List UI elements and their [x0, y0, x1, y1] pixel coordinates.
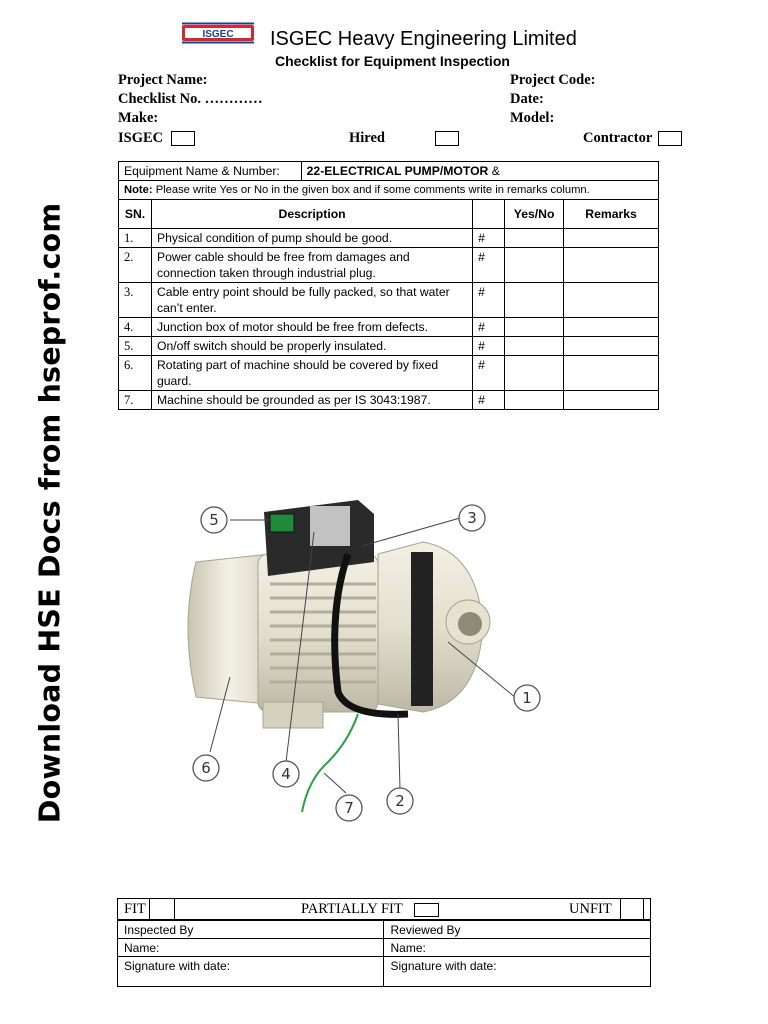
row-ref: # [473, 337, 505, 356]
unfit-checkbox[interactable] [620, 899, 644, 919]
row-description: On/off switch should be properly insulated. [151, 337, 472, 356]
partially-fit-checkbox[interactable] [414, 903, 439, 917]
row-sn: 2. [119, 248, 152, 283]
signoff-header-row [118, 921, 651, 939]
project-name-label: Project Name: [118, 72, 208, 88]
hired-option-label: Hired [349, 130, 385, 146]
contractor-option-label: Contractor [583, 130, 653, 146]
row-sn: 3. [119, 283, 152, 318]
note-cell [119, 181, 659, 200]
row-sn: 7. [119, 391, 152, 410]
row-sn: 5. [119, 337, 152, 356]
row-description: Machine should be grounded as per IS 3043:1987. [151, 391, 472, 410]
callout-7: 7 [344, 799, 354, 817]
isgec-checkbox[interactable] [171, 131, 195, 146]
note-label: Note: [124, 184, 153, 196]
reviewed-by-label: Reviewed By [384, 921, 651, 939]
note-text: Please write Yes or No in the given box and if some comments write in remarks column. [152, 184, 590, 196]
note-row [119, 181, 659, 200]
row-sn: 4. [119, 318, 152, 337]
callout-6: 6 [201, 759, 211, 777]
table-row [119, 337, 659, 356]
row-ref: # [473, 318, 505, 337]
row-yesno-cell[interactable] [505, 337, 564, 356]
watermark-text: Download HSE Docs from hseprof.com [33, 202, 67, 823]
make-label: Make: [118, 110, 159, 126]
row-description: Power cable should be free from damages and connection taken through industrial plug. [151, 248, 472, 283]
row-sn: 1. [119, 229, 152, 248]
row-description: Physical condition of pump should be good. [151, 229, 472, 248]
table-row [119, 356, 659, 391]
row-description: Junction box of motor should be free from defects. [151, 318, 472, 337]
date-label: Date: [510, 91, 544, 107]
table-row [119, 391, 659, 410]
row-ref: # [473, 229, 505, 248]
fitness-row [117, 898, 651, 920]
signoff-signature-row [118, 957, 651, 987]
row-yesno-cell[interactable] [505, 283, 564, 318]
row-remarks-cell[interactable] [564, 337, 659, 356]
reviewer-name-field[interactable]: Name: [384, 939, 651, 957]
model-label: Model: [510, 110, 555, 126]
table-row [119, 248, 659, 283]
pump-diagram [178, 492, 580, 832]
fit-label: FIT [124, 901, 146, 917]
form-title: Checklist for Equipment Inspection [275, 53, 510, 69]
row-remarks-cell[interactable] [564, 229, 659, 248]
row-remarks-cell[interactable] [564, 283, 659, 318]
row-yesno-cell[interactable] [505, 391, 564, 410]
fit-checkbox[interactable] [149, 899, 175, 919]
row-sn: 6. [119, 356, 152, 391]
col-sn-header: SN. [119, 200, 152, 229]
row-ref: # [473, 248, 505, 283]
table-row [119, 229, 659, 248]
checklist-table [118, 161, 659, 410]
equipment-value: 22-ELECTRICAL PUMP/MOTOR [306, 164, 489, 178]
contractor-checkbox[interactable] [658, 131, 682, 146]
row-ref: # [473, 356, 505, 391]
row-ref: # [473, 391, 505, 410]
hired-checkbox[interactable] [435, 131, 459, 146]
isgec-logo [181, 22, 255, 44]
row-remarks-cell[interactable] [564, 318, 659, 337]
checklist-no-label: Checklist No. ………… [118, 91, 263, 107]
row-remarks-cell[interactable] [564, 391, 659, 410]
unfit-label: UNFIT [569, 901, 612, 917]
partially-fit-label: PARTIALLY FIT [301, 901, 403, 917]
col-remarks-header: Remarks [564, 200, 659, 229]
header-row [119, 200, 659, 229]
equipment-label-cell [119, 162, 302, 181]
row-ref: # [473, 283, 505, 318]
equipment-suffix: & [488, 164, 500, 178]
callout-2: 2 [395, 792, 405, 810]
company-name: ISGEC Heavy Engineering Limited [270, 28, 577, 50]
row-yesno-cell[interactable] [505, 229, 564, 248]
equipment-label: Equipment Name & Number: [124, 164, 280, 178]
watermark [28, 202, 72, 823]
col-yesno-header: Yes/No [505, 200, 564, 229]
col-ref-header [473, 200, 505, 229]
col-description-header: Description [151, 200, 472, 229]
row-yesno-cell[interactable] [505, 318, 564, 337]
project-code-label: Project Code: [510, 72, 596, 88]
table-row [119, 283, 659, 318]
isgec-option-label: ISGEC [118, 130, 164, 146]
inspector-signature-field[interactable]: Signature with date: [118, 957, 384, 987]
row-description: Cable entry point should be fully packed, so that water can’t enter. [151, 283, 472, 318]
row-remarks-cell[interactable] [564, 248, 659, 283]
callout-4: 4 [281, 765, 291, 783]
equipment-value-cell[interactable] [301, 162, 658, 181]
signoff-name-row [118, 939, 651, 957]
reviewer-signature-field[interactable]: Signature with date: [384, 957, 651, 987]
inspected-by-label: Inspected By [118, 921, 384, 939]
callout-1: 1 [522, 689, 532, 707]
signoff-table [117, 920, 651, 987]
row-remarks-cell[interactable] [564, 356, 659, 391]
callout-5: 5 [209, 511, 219, 529]
svg-text:ISGEC: ISGEC [202, 29, 234, 40]
table-row [119, 318, 659, 337]
equipment-row [119, 162, 659, 181]
inspector-name-field[interactable]: Name: [118, 939, 384, 957]
callout-3: 3 [467, 509, 477, 527]
row-yesno-cell[interactable] [505, 356, 564, 391]
row-description: Rotating part of machine should be covered by fixed guard. [151, 356, 472, 391]
row-yesno-cell[interactable] [505, 248, 564, 283]
